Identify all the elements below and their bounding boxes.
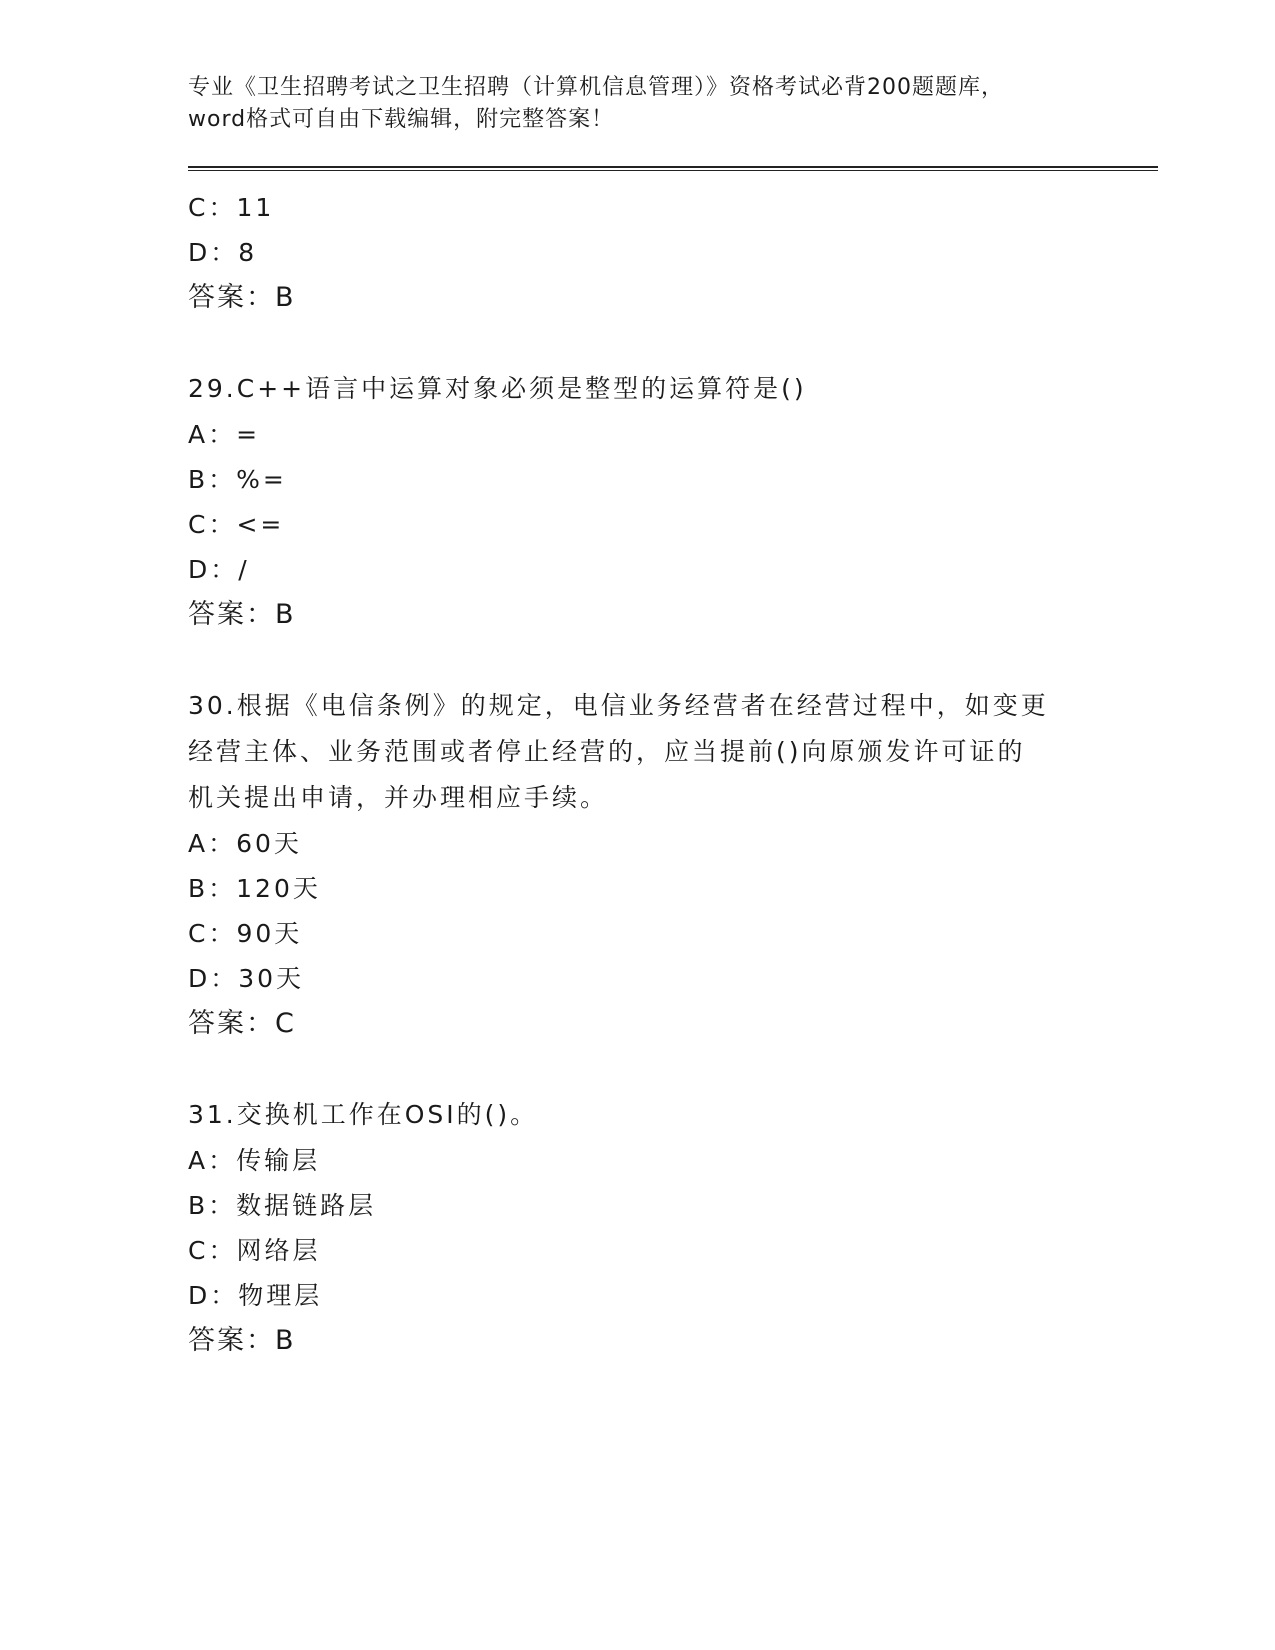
previous-question-tail xyxy=(188,185,1158,320)
option-c: C：11 xyxy=(188,193,275,222)
document-title-line-2: word格式可自由下载编辑，附完整答案！ xyxy=(188,107,615,132)
answer-line: 答案：C xyxy=(188,1008,296,1039)
question-30 xyxy=(188,683,1158,1046)
question-text-line-1: 30.根据《电信条例》的规定，电信业务经营者在经营过程中，如变更 xyxy=(188,691,1049,720)
document-title-line-1: 专业《卫生招聘考试之卫生招聘（计算机信息管理）》资格考试必背200题题库， xyxy=(188,75,1004,100)
question-text: 29.C++语言中运算对象必须是整型的运算符是() xyxy=(188,374,807,403)
option-a: A：传输层 xyxy=(188,1146,321,1175)
document-page xyxy=(188,72,1158,1363)
question-31 xyxy=(188,1092,1158,1363)
question-29 xyxy=(188,366,1158,637)
option-b: B：%= xyxy=(188,465,287,494)
option-d: D：/ xyxy=(188,555,250,584)
option-d: D：物理层 xyxy=(188,1281,323,1310)
option-a: A：= xyxy=(188,420,261,449)
option-b: B：120天 xyxy=(188,874,321,903)
option-c: C：网络层 xyxy=(188,1236,321,1265)
answer-line: 答案：B xyxy=(188,599,296,630)
question-list xyxy=(188,185,1158,1363)
answer-line: 答案：B xyxy=(188,282,296,313)
option-d: D：30天 xyxy=(188,964,305,993)
option-b: B：数据链路层 xyxy=(188,1191,377,1220)
option-a: A：60天 xyxy=(188,829,302,858)
option-d: D：8 xyxy=(188,238,258,267)
header-divider xyxy=(188,166,1158,171)
question-text-line-2: 经营主体、业务范围或者停止经营的，应当提前()向原颁发许可证的 xyxy=(188,737,1026,766)
option-c: C：<= xyxy=(188,510,285,539)
answer-line: 答案：B xyxy=(188,1325,296,1356)
question-text-line-3: 机关提出申请，并办理相应手续。 xyxy=(188,783,609,812)
option-c: C：90天 xyxy=(188,919,303,948)
question-text: 31.交换机工作在OSI的()。 xyxy=(188,1100,539,1129)
